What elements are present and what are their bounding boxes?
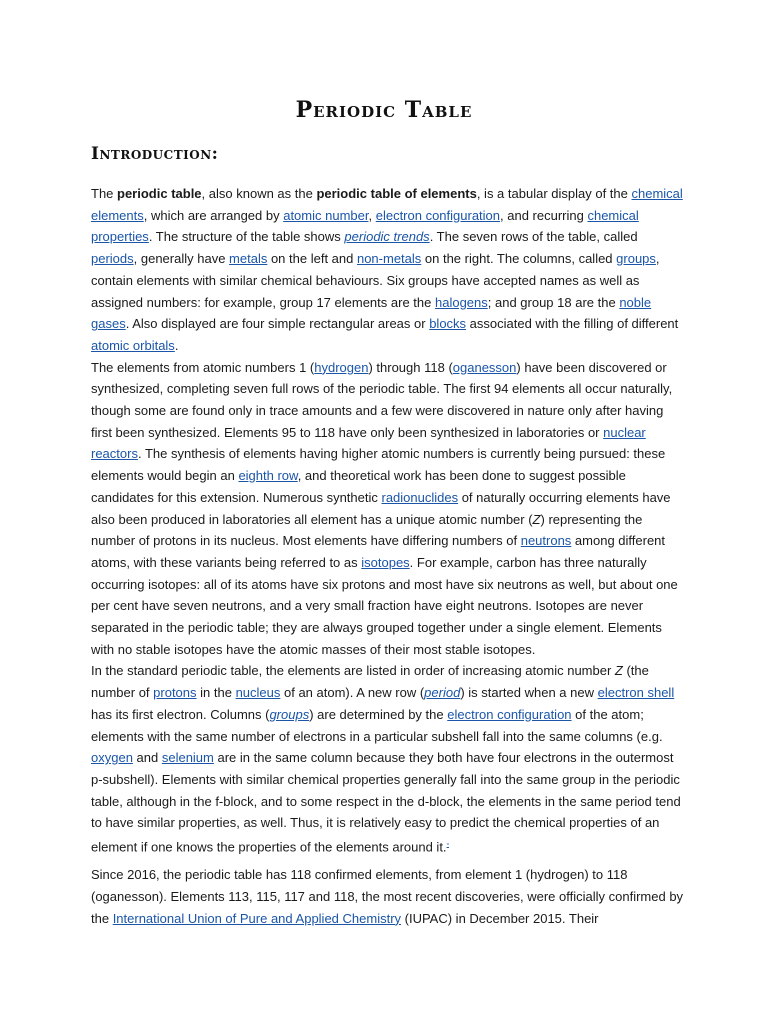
paragraph-1 xyxy=(91,183,687,357)
text: . The seven rows of the table, called xyxy=(429,229,638,245)
citation-link[interactable]: ▫ xyxy=(446,841,450,849)
text: . The synthesis of elements having higher atomic numbers is currently being pursued: these elements would begin an xyxy=(91,446,666,484)
text: are in the same column because they both have four electrons in the outermost p-subshell). Elements with similar chemical properties generally fall into the same group in the periodic table, although in the f-block, and to some respect in the d-block, the elements in the same period tend to have similar properties, as well. Thus, it is relatively easy to predict the chemical properties of an element if one knows the properties of the elements around it. xyxy=(91,750,681,855)
text: on the left and xyxy=(267,251,357,267)
link-noble-gases[interactable]: noble gases xyxy=(91,294,652,332)
text: of naturally occurring elements have also been produced in laboratories all element has a unique atomic number ( xyxy=(91,489,671,527)
link-groups-italic[interactable]: groups xyxy=(269,706,310,722)
text: ) is started when a new xyxy=(460,685,598,701)
text: The xyxy=(91,186,118,201)
text: The elements from atomic numbers 1 ( xyxy=(91,359,315,375)
italic-z: Z xyxy=(614,663,623,679)
link-oganesson[interactable]: oganesson xyxy=(452,359,517,375)
text: . xyxy=(174,337,179,353)
link-halogens[interactable]: halogens xyxy=(434,294,488,310)
text: , and theoretical work has been done to suggest possible candidates for this extension. Numerous synthetic xyxy=(91,468,626,505)
link-periodic-trends[interactable]: periodic trends xyxy=(344,229,430,245)
section-heading: Introduction: xyxy=(91,144,219,164)
text: ; and group 18 are the xyxy=(487,294,620,310)
link-iupac[interactable]: International Union of Pure and Applied Chemistry xyxy=(112,910,402,926)
text: , is a tabular display of the xyxy=(476,186,632,201)
text: in the xyxy=(196,685,236,701)
bold-term: periodic table xyxy=(117,186,202,201)
link-groups[interactable]: groups xyxy=(616,251,656,267)
link-isotopes[interactable]: isotopes xyxy=(361,554,410,570)
text: , generally have xyxy=(133,251,230,267)
text: . For example, carbon has three naturally occurring isotopes: all of its atoms have six protons and most have six neutrons as well, but about one per cent have seven neutrons, and a very small fraction have eight neutrons. Isotopes are never separated in the periodic table; they are always grouped together under a single element. Elements with no stable isotopes have the atomic masses of their most stable isotopes. xyxy=(91,554,678,657)
text: ) representing the number of protons in its nucleus. Most elements have differing numbers of xyxy=(91,511,643,549)
paragraph-4 xyxy=(91,864,687,929)
text: , which are arranged by xyxy=(143,207,284,223)
paragraph-3 xyxy=(91,660,687,858)
text: , and recurring xyxy=(500,207,588,223)
text: of an atom). A new row ( xyxy=(280,685,425,701)
link-chemical-elements[interactable]: chemical elements xyxy=(91,186,683,223)
link-nuclear-reactors[interactable]: nuclear reactors xyxy=(91,424,646,462)
link-atomic-number[interactable]: atomic number xyxy=(283,207,369,223)
link-non-metals[interactable]: non-metals xyxy=(356,251,422,267)
text: , also known as the xyxy=(201,186,317,201)
italic-z: Z xyxy=(532,511,541,527)
link-electron-configuration-2[interactable]: electron configuration xyxy=(447,706,572,722)
link-hydrogen[interactable]: hydrogen xyxy=(314,359,369,375)
text: and xyxy=(132,750,162,766)
text: on the right. The columns, called xyxy=(421,251,617,267)
text: Since 2016, the periodic table has 118 confirmed elements, from element 1 (hydrogen) to 118 (oganesson). Elements 113, 115, 117 and 118, the most recent discoveries, were officially confirmed by the xyxy=(91,867,684,926)
text: ) through 118 ( xyxy=(368,359,453,375)
link-selenium[interactable]: selenium xyxy=(161,750,214,766)
text: ) are determined by the xyxy=(309,706,448,722)
link-nucleus[interactable]: nucleus xyxy=(235,685,281,701)
text: among different atoms, with these variants being referred to as xyxy=(91,533,666,570)
text: , xyxy=(368,207,376,223)
text: . The structure of the table shows xyxy=(148,229,345,245)
text: (the number of xyxy=(91,663,649,701)
text: ) have been discovered or synthesized, completing seven full rows of the periodic table. The first 94 elements all occur naturally, though some are found only in trace amounts and a few were discovered in nature only after having first been synthesized. Elements 95 to 118 have only been synthesized in laboratories or xyxy=(91,359,673,440)
link-protons[interactable]: protons xyxy=(153,685,197,701)
paragraph-2 xyxy=(91,357,687,661)
text: of the atom; elements with the same number of electrons in a particular subshell fall into the same columns (e.g. xyxy=(91,706,663,744)
link-oxygen[interactable]: oxygen xyxy=(91,750,133,766)
link-neutrons[interactable]: neutrons xyxy=(520,533,572,549)
text: associated with the filling of different xyxy=(466,316,679,332)
text: (IUPAC) in December 2015. Their xyxy=(401,910,599,926)
article-body xyxy=(91,183,687,929)
text: . Also displayed are four simple rectangular areas or xyxy=(125,316,430,332)
link-radionuclides[interactable]: radionuclides xyxy=(381,489,459,505)
link-metals[interactable]: metals xyxy=(229,251,268,267)
bold-term: periodic table of elements xyxy=(316,186,477,201)
text: In the standard periodic table, the elements are listed in order of increasing atomic number xyxy=(91,663,615,679)
link-chemical-properties[interactable]: chemical properties xyxy=(91,207,639,245)
text: , contain elements with similar chemical behaviours. Six groups have accepted names as well as assigned numbers: for example, group 17 elements are the xyxy=(91,251,660,310)
link-eighth-row[interactable]: eighth row xyxy=(238,468,298,484)
link-periods[interactable]: periods xyxy=(91,251,134,267)
text: has its first electron. Columns ( xyxy=(91,706,270,722)
link-period[interactable]: period xyxy=(424,685,461,701)
link-blocks[interactable]: blocks xyxy=(429,316,467,332)
link-electron-configuration[interactable]: electron configuration xyxy=(375,207,501,223)
page-title: Periodic Table xyxy=(295,97,473,123)
link-atomic-orbitals[interactable]: atomic orbitals xyxy=(91,337,175,353)
link-electron-shell[interactable]: electron shell xyxy=(597,685,675,701)
